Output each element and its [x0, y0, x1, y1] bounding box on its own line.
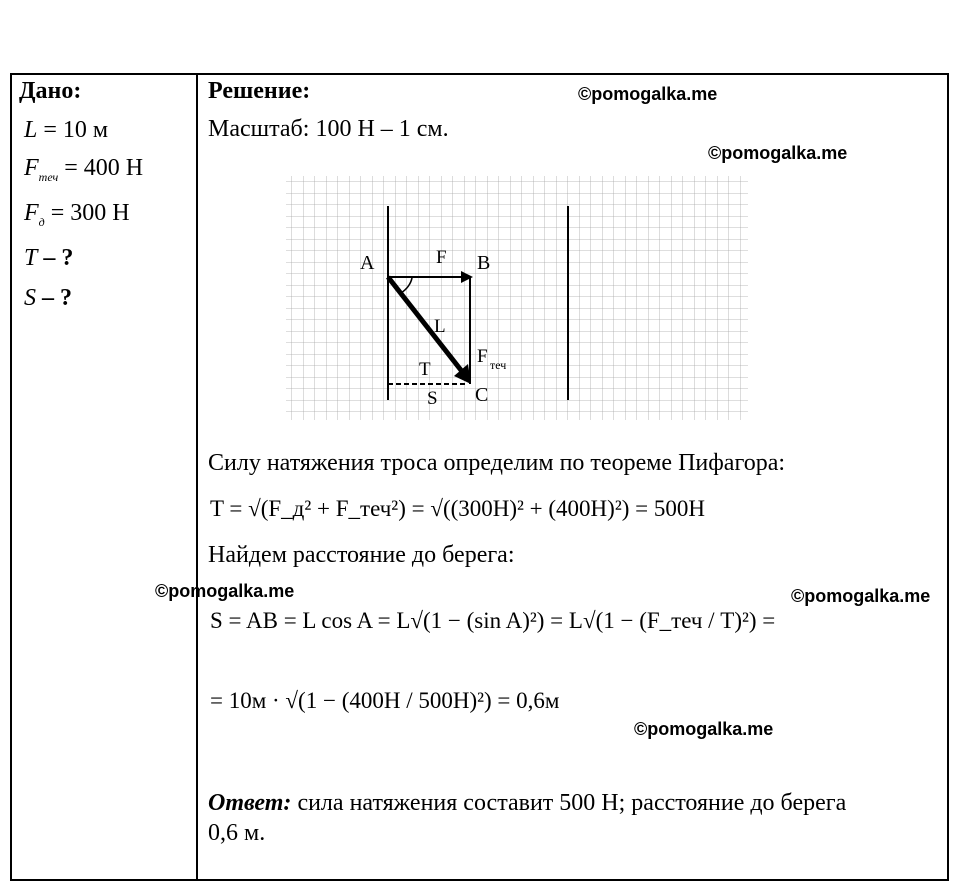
- answer-line2: 0,6 м.: [208, 820, 266, 846]
- label-F: F: [436, 247, 447, 268]
- given-var: T: [24, 245, 38, 271]
- label-L: L: [434, 316, 446, 337]
- watermark: ©pomogalka.me: [708, 143, 848, 163]
- vector-diagram: [280, 170, 760, 430]
- grid-paper: [286, 176, 748, 420]
- given-sub: теч: [38, 170, 59, 184]
- given-find-S: [24, 286, 72, 310]
- given-find-T: [24, 246, 73, 270]
- column-divider: [196, 73, 198, 881]
- given-var: F: [24, 200, 39, 226]
- solution-title: Решение:: [208, 78, 311, 104]
- given-var: F: [24, 155, 39, 181]
- pythagoras-intro: Силу натяжения троса определим по теореме Пифагора:: [208, 450, 786, 476]
- given-value: – ?: [42, 285, 72, 311]
- formula-S-line1: S = AB = L cos A = L√(1 − (sin A)²) = L√(1 − (F_теч / T)²) =: [210, 608, 776, 633]
- watermark: ©pomogalka.me: [578, 84, 718, 104]
- given-value: – ?: [43, 245, 74, 271]
- given-sub: д: [38, 215, 45, 229]
- answer-label: Ответ:: [208, 790, 292, 816]
- given-value: = 300 Н: [50, 200, 130, 226]
- given-current-force: [24, 156, 143, 189]
- given-var: S: [24, 285, 36, 311]
- label-A: A: [360, 252, 375, 274]
- label-S: S: [427, 388, 438, 409]
- label-T: T: [419, 359, 431, 380]
- scale-text: Масштаб: 100 Н – 1 см.: [208, 116, 449, 142]
- answer-line: [208, 790, 846, 817]
- watermark: ©pomogalka.me: [791, 586, 931, 606]
- watermark: ©pomogalka.me: [155, 581, 295, 601]
- label-Ftech-main: F: [477, 346, 488, 367]
- label-B: B: [477, 252, 491, 274]
- given-length: [24, 118, 108, 142]
- given-var: L: [24, 117, 38, 143]
- given-title: Дано:: [19, 78, 82, 104]
- formula-T: T = √(F_д² + F_теч²) = √((300H)² + (400H)²) = 500H: [210, 496, 705, 521]
- given-value: = 10 м: [43, 117, 109, 143]
- answer-text: сила натяжения составит 500 Н; расстояние до берега: [297, 790, 847, 816]
- label-Ftech-sub: теч: [490, 358, 507, 372]
- given-boat-force: [24, 201, 130, 234]
- distance-intro: Найдем расстояние до берега:: [208, 542, 515, 568]
- given-value: = 400 Н: [64, 155, 144, 181]
- formula-S-line2: = 10м · √(1 − (400H / 500H)²) = 0,6м: [210, 688, 560, 713]
- label-C: C: [475, 384, 489, 406]
- watermark: ©pomogalka.me: [634, 719, 774, 739]
